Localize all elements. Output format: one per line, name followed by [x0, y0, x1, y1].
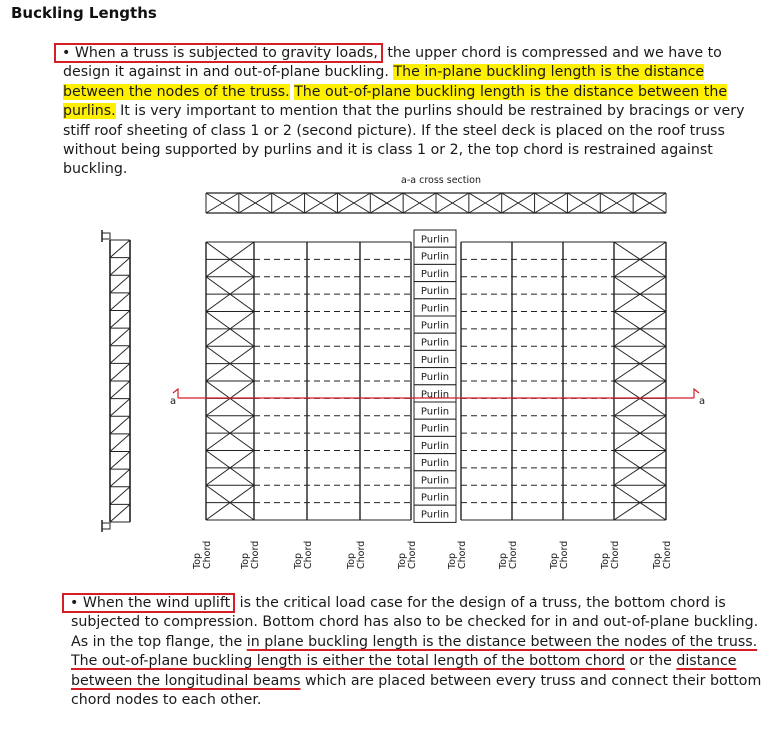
chord-label-chord: Chord [662, 540, 673, 569]
top-chord-label [397, 541, 418, 570]
underline-out-of-plane: The out-of-plane buckling length is either the total length of the bottom chord [71, 653, 626, 670]
wind-uplift-paragraph [71, 594, 771, 710]
chord-label-chord: Chord [559, 540, 570, 569]
gravity-bullet-box: • When a truss is subjected to gravity loads, [54, 43, 383, 63]
chord-label-chord: Chord [457, 540, 468, 569]
side-diagonal [110, 399, 130, 417]
side-diagonal [110, 434, 130, 452]
section-title: a-a cross section [401, 175, 481, 186]
text-span: is the critical load case for the design of a truss, the bottom chord is subjected to compression. Bottom chord has also to be checked for in and out-of-plane buckling. As in the top flange, the [71, 595, 759, 650]
chord-label-top: Top [397, 552, 408, 569]
purlin-label: Purlin [420, 320, 450, 332]
chord-label-chord: Chord [508, 540, 519, 569]
purlin-label: Purlin [420, 440, 450, 452]
chord-label-chord: Chord [407, 540, 418, 569]
purlin-label: Purlin [420, 234, 450, 246]
top-chord-label [652, 541, 673, 570]
highlight-out-of-plane: The out-of-plane buckling length is the distance between the purlins. [63, 83, 728, 120]
purlin-label: Purlin [420, 475, 450, 487]
purlin-label: Purlin [420, 337, 450, 349]
side-diagonal [110, 416, 130, 434]
top-chord-label [600, 541, 621, 570]
side-diagonal [110, 240, 130, 258]
side-diagonal [110, 487, 130, 505]
top-chord-label [192, 541, 213, 570]
text-span: or the [625, 653, 677, 670]
top-chord-label [498, 541, 519, 570]
purlin-label: Purlin [420, 458, 450, 470]
purlin-label: Purlin [420, 389, 450, 401]
chord-label-chord: Chord [356, 540, 367, 569]
side-diagonal [110, 275, 130, 293]
purlin-label: Purlin [420, 509, 450, 521]
purlin-label: Purlin [420, 372, 450, 384]
chord-label-top: Top [447, 552, 458, 569]
text-span: the upper chord is compressed and we have to design it against in and out-of-plane buckling. [63, 45, 722, 81]
side-diagonal [110, 452, 130, 470]
section-marker-left: a [170, 396, 177, 407]
highlight-in-plane: The in-plane buckling length is the distance between the nodes of the truss. [63, 64, 705, 100]
top-chord-label [346, 541, 367, 570]
text-span: It is very important to mention that the purlins should be restrained by bracings or very stiff roof sheeting of class 1 or 2 (second picture). If the steel deck is placed on the roof truss without being supported by purlins and it is class 1 or 2, the top chord is restrained against buckling. [63, 103, 745, 178]
section-marker-right: a [699, 396, 706, 407]
side-diagonal [110, 258, 130, 276]
top-chord-label [293, 541, 314, 570]
side-diagonal [110, 328, 130, 346]
purlin-label: Purlin [420, 423, 450, 435]
chord-label-top: Top [549, 552, 560, 569]
chord-label-top: Top [293, 552, 304, 569]
chord-label-top: Top [346, 552, 357, 569]
chord-label-top: Top [600, 552, 611, 569]
chord-label-top: Top [240, 552, 251, 569]
purlin-label: Purlin [420, 286, 450, 298]
chord-label-chord: Chord [610, 540, 621, 569]
purlin-label: Purlin [420, 406, 450, 418]
side-diagonal [110, 469, 130, 487]
purlin-label: Purlin [420, 492, 450, 504]
chord-label-chord: Chord [250, 540, 261, 569]
top-chord-label [240, 541, 261, 570]
purlin-label: Purlin [420, 268, 450, 280]
side-diagonal [110, 311, 130, 329]
side-diagonal [110, 381, 130, 399]
cross-section-truss [206, 193, 666, 213]
underline-longitudinal-beams: distance between the longitudinal beams [71, 653, 737, 689]
underline-in-plane: in plane buckling length is the distance between the nodes of the truss. [246, 633, 758, 650]
purlin-label: Purlin [420, 354, 450, 366]
side-support [102, 233, 110, 239]
purlin-label: Purlin [420, 251, 450, 263]
chord-label-top: Top [652, 552, 663, 569]
chord-label-top: Top [192, 552, 203, 569]
top-chord-labels [192, 541, 673, 570]
side-diagonal [110, 504, 130, 522]
section-heading: Buckling Lengths [11, 4, 157, 22]
top-chord-label [549, 541, 570, 570]
side-diagonal [110, 346, 130, 364]
side-elevation-truss [102, 230, 130, 532]
top-chord-label [447, 541, 468, 570]
side-diagonal [110, 363, 130, 381]
chord-label-top: Top [498, 552, 509, 569]
side-support [102, 523, 110, 529]
chord-label-chord: Chord [303, 540, 314, 569]
purlin-label: Purlin [420, 303, 450, 315]
purlin-labels [414, 230, 456, 522]
chord-label-chord: Chord [202, 540, 213, 569]
text-span: which are placed between every truss and connect their bottom chord nodes to each other. [71, 672, 762, 709]
side-diagonal [110, 293, 130, 311]
wind-bullet-box: • When the wind uplift [62, 593, 235, 613]
